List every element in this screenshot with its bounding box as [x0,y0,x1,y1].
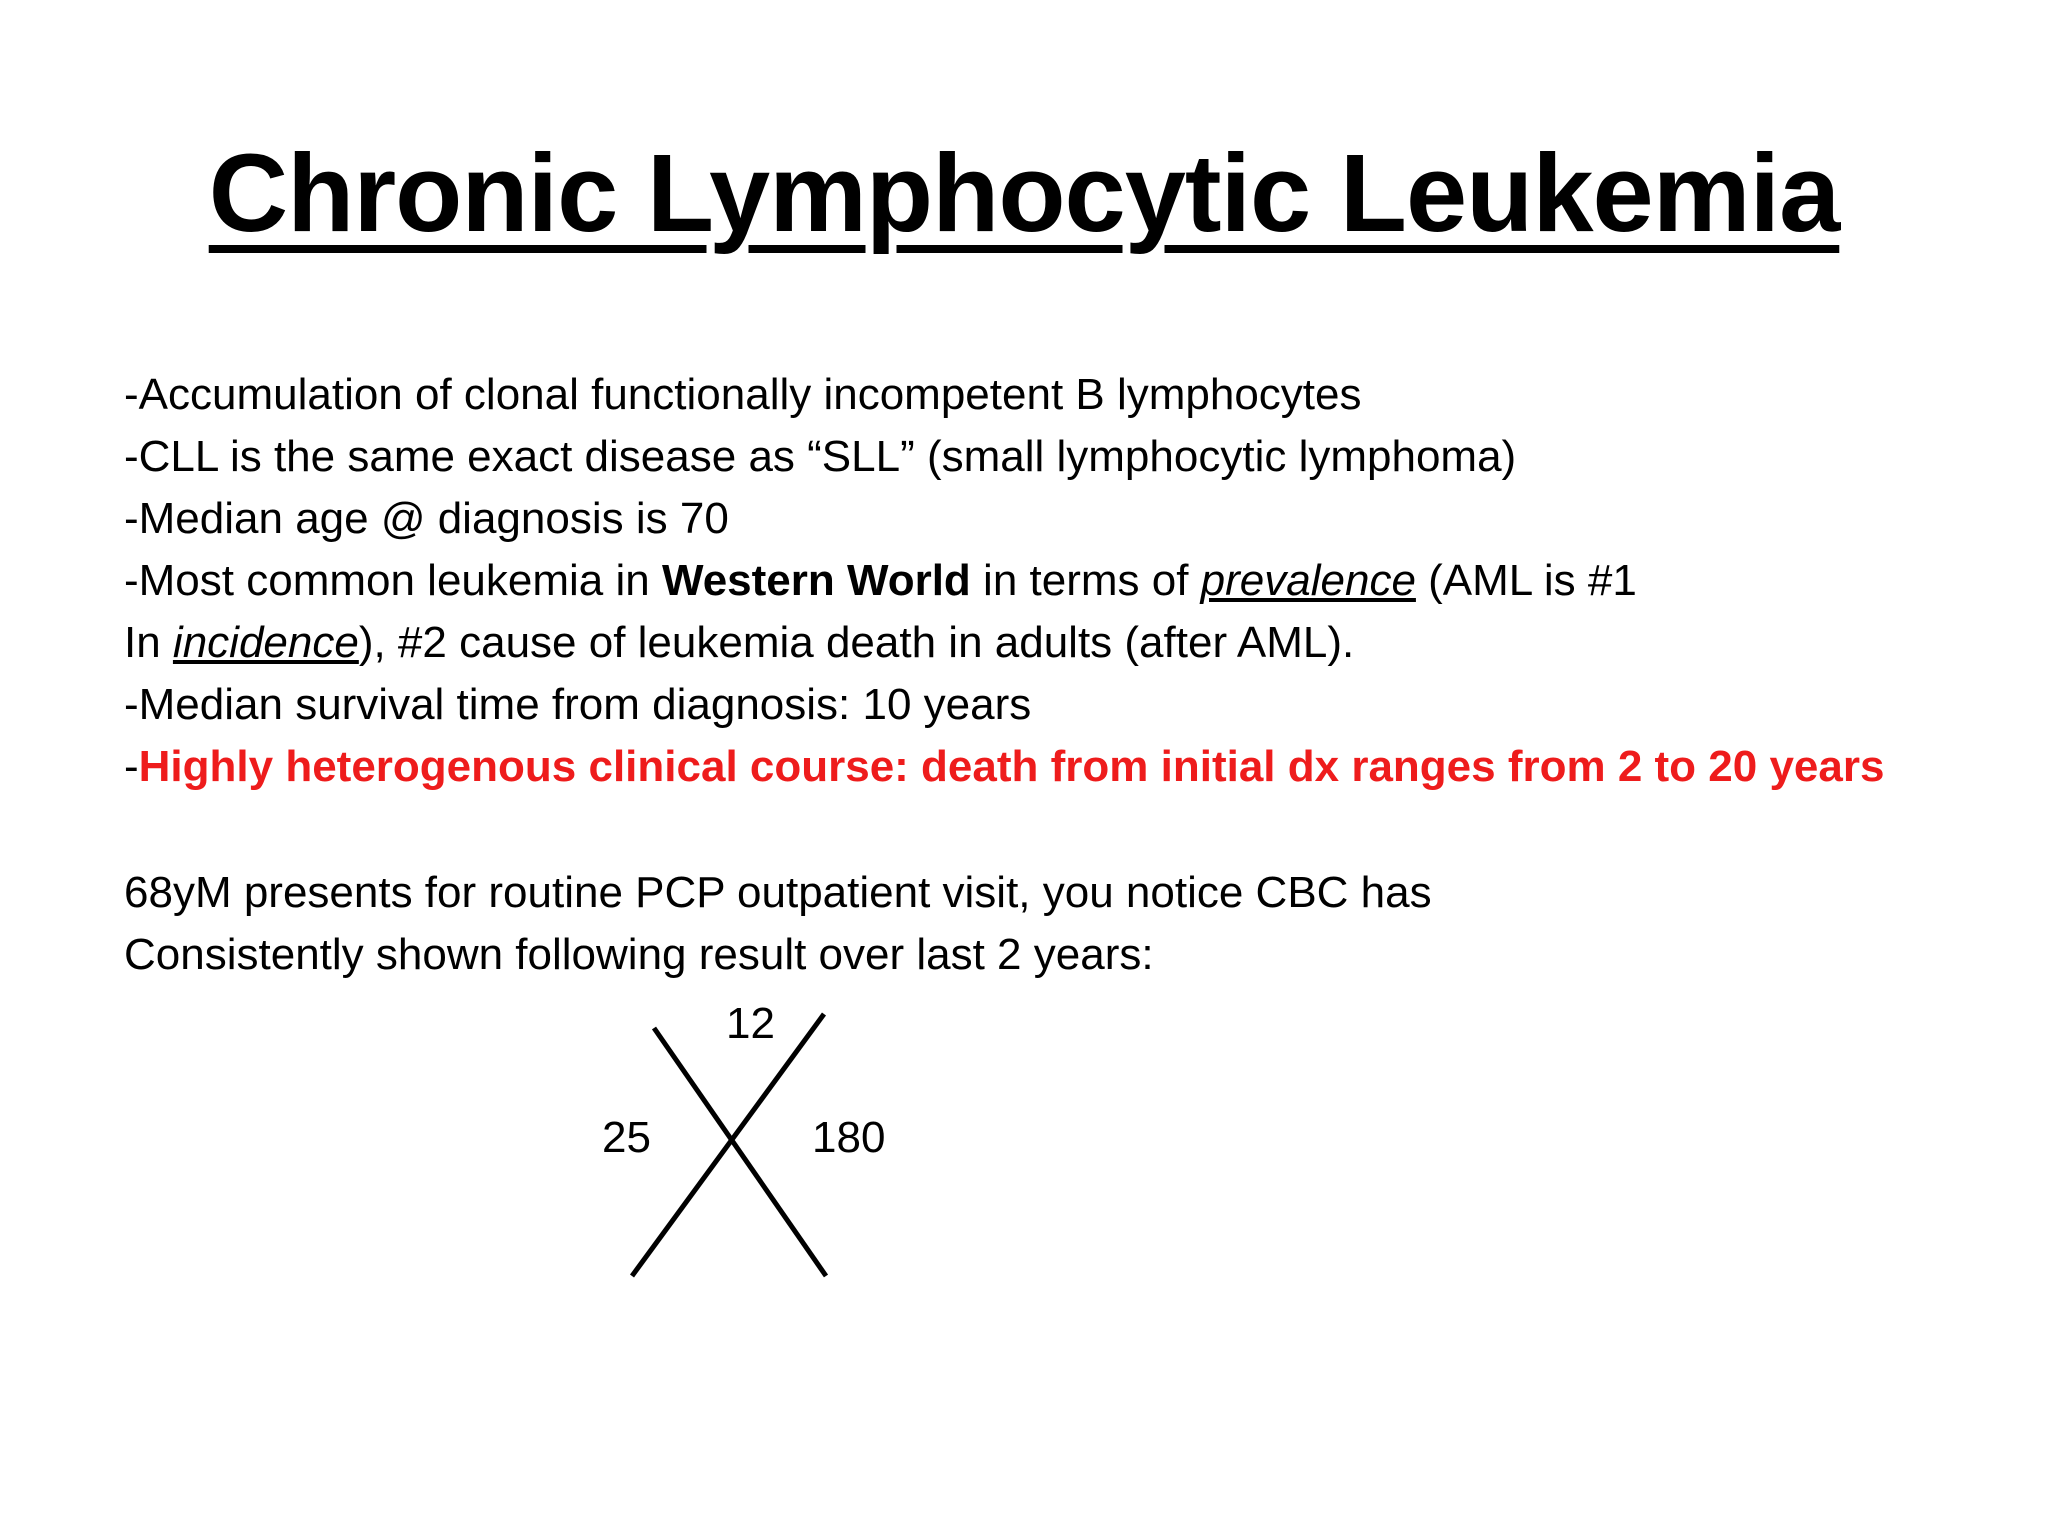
prevalence-emphasis: prevalence [1200,556,1416,605]
clinical-course-highlight: Highly heterogenous clinical course: death from initial dx ranges from 2 to 20 years [138,742,1885,791]
bullet-accumulation: -Accumulation of clonal functionally incompetent B lymphocytes [124,370,1362,419]
bullet-most-common-text-1: -Most common leukemia in [124,556,662,605]
case-line-1: 68yM presents for routine PCP outpatient visit, you notice CBC has [124,868,1432,917]
bullet-most-common-continued [124,612,1984,674]
bullet-most-common-text-3: (AML is #1 [1415,556,1637,605]
bullet-dash: - [124,742,139,791]
bullet-median-age: -Median age @ diagnosis is 70 [124,494,729,543]
cbc-line-ascending [632,1014,824,1276]
cbc-hemoglobin-value: 12 [726,999,775,1048]
cbc-wbc-value: 25 [602,1113,651,1162]
case-presentation [124,862,1824,986]
bullet-continued-text-1: In [124,618,173,667]
western-world-bold: Western World [661,556,971,605]
bullet-continued-text-2: ), #2 cause of leukemia death in adults (after AML). [358,618,1355,667]
bullet-median-survival: -Median survival time from diagnosis: 10 years [124,680,1032,729]
cbc-platelets-value: 180 [812,1113,886,1162]
bullet-clinical-course [124,736,1984,798]
bullet-list [124,364,1984,798]
case-line-2: Consistently shown following result over last 2 years: [124,930,1154,979]
bullet-most-common [124,550,1984,612]
bullet-most-common-text-2: in terms of [970,556,1201,605]
incidence-emphasis: incidence [172,618,359,667]
cbc-line-descending [654,1028,826,1276]
slide-title: Chronic Lymphocytic Leukemia [208,132,1840,255]
bullet-cll-sll: -CLL is the same exact disease as “SLL” (small lymphocytic lymphoma) [124,432,1517,481]
cbc-fishbone-diagram [560,990,960,1290]
